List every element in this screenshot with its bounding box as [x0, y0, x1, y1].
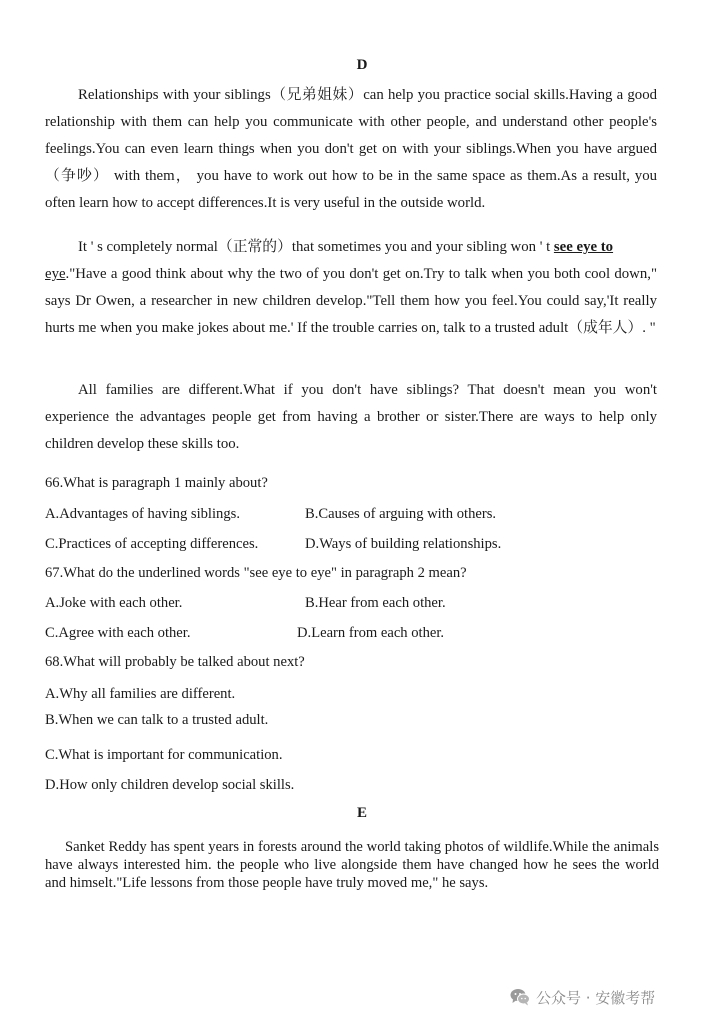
question-68-option-d: D.How only children develop social skills. [45, 777, 295, 793]
question-68-option-b: B.When we can talk to a trusted adult. [45, 712, 269, 728]
question-67-option-a: A.Joke with each other. [45, 595, 183, 611]
watermark-text: 公众号 · 安徽考帮 [536, 988, 656, 1007]
paragraph-2-rest: ."Have a good think about why the two of you don't get on.Try to talk when you both cool down," says Dr Owen, a researcher in new children develop."Tell them how you feel.You could say,'It really hurts me when you make jokes about me.' If the trouble carries on, talk to a trusted adult（成年人）. " [45, 266, 657, 336]
paragraph-2-start: It ' s completely normal（正常的）that sometimes you and your sibling won ' t [78, 239, 554, 255]
question-67: 67.What do the underlined words "see eye to eye" in paragraph 2 mean? [45, 565, 467, 581]
paragraph-2 [45, 234, 657, 342]
paragraph-1: Relationships with your siblings（兄弟姐妹）can help you practice social skills.Having a good relationship with them can help you communicate with other people, and understand other people's feelings.You can even learn things when you don't get on with your siblings.When you have argued （争吵） with them， you have to work out how to be in the same space as them.As a result, you often learn how to accept differences.It is very useful in the outside world. [45, 87, 657, 211]
question-66-option-b: B.Causes of arguing with others. [305, 506, 497, 522]
question-67-option-d: D.Learn from each other. [297, 625, 445, 641]
paragraph-3: All families are different.What if you don't have siblings? That doesn't mean you won't experience the advantages people get from having a brother or sister.There are ways to help only children develop these skills too. [45, 382, 657, 452]
question-67-option-c: C.Agree with each other. [45, 625, 191, 641]
question-66: 66.What is paragraph 1 mainly about? [45, 475, 268, 491]
section-e-paragraph-1: Sanket Reddy has spent years in forests around the world taking photos of wildlife.While the animals have always interested him. the people who live alongside them have changed how he sees the world and himselt."Life lessons from those people have truly moved me," he says. [45, 839, 659, 891]
question-66-option-c: C.Practices of accepting differences. [45, 536, 259, 552]
underlined-phrase-bold: see eye to [553, 239, 614, 255]
question-66-option-d: D.Ways of building relationships. [305, 536, 502, 552]
question-68-option-c: C.What is important for communication. [45, 747, 283, 763]
underlined-phrase-end: eye [45, 266, 66, 282]
question-66-option-a: A.Advantages of having siblings. [45, 506, 240, 522]
wechat-icon [510, 988, 530, 1006]
question-67-option-b: B.Hear from each other. [305, 595, 446, 611]
question-68: 68.What will probably be talked about next? [45, 654, 305, 670]
question-68-option-a: A.Why all families are different. [45, 686, 236, 702]
section-d-heading: D [356, 57, 368, 73]
watermark [510, 985, 655, 1009]
section-e-heading: E [356, 805, 367, 821]
